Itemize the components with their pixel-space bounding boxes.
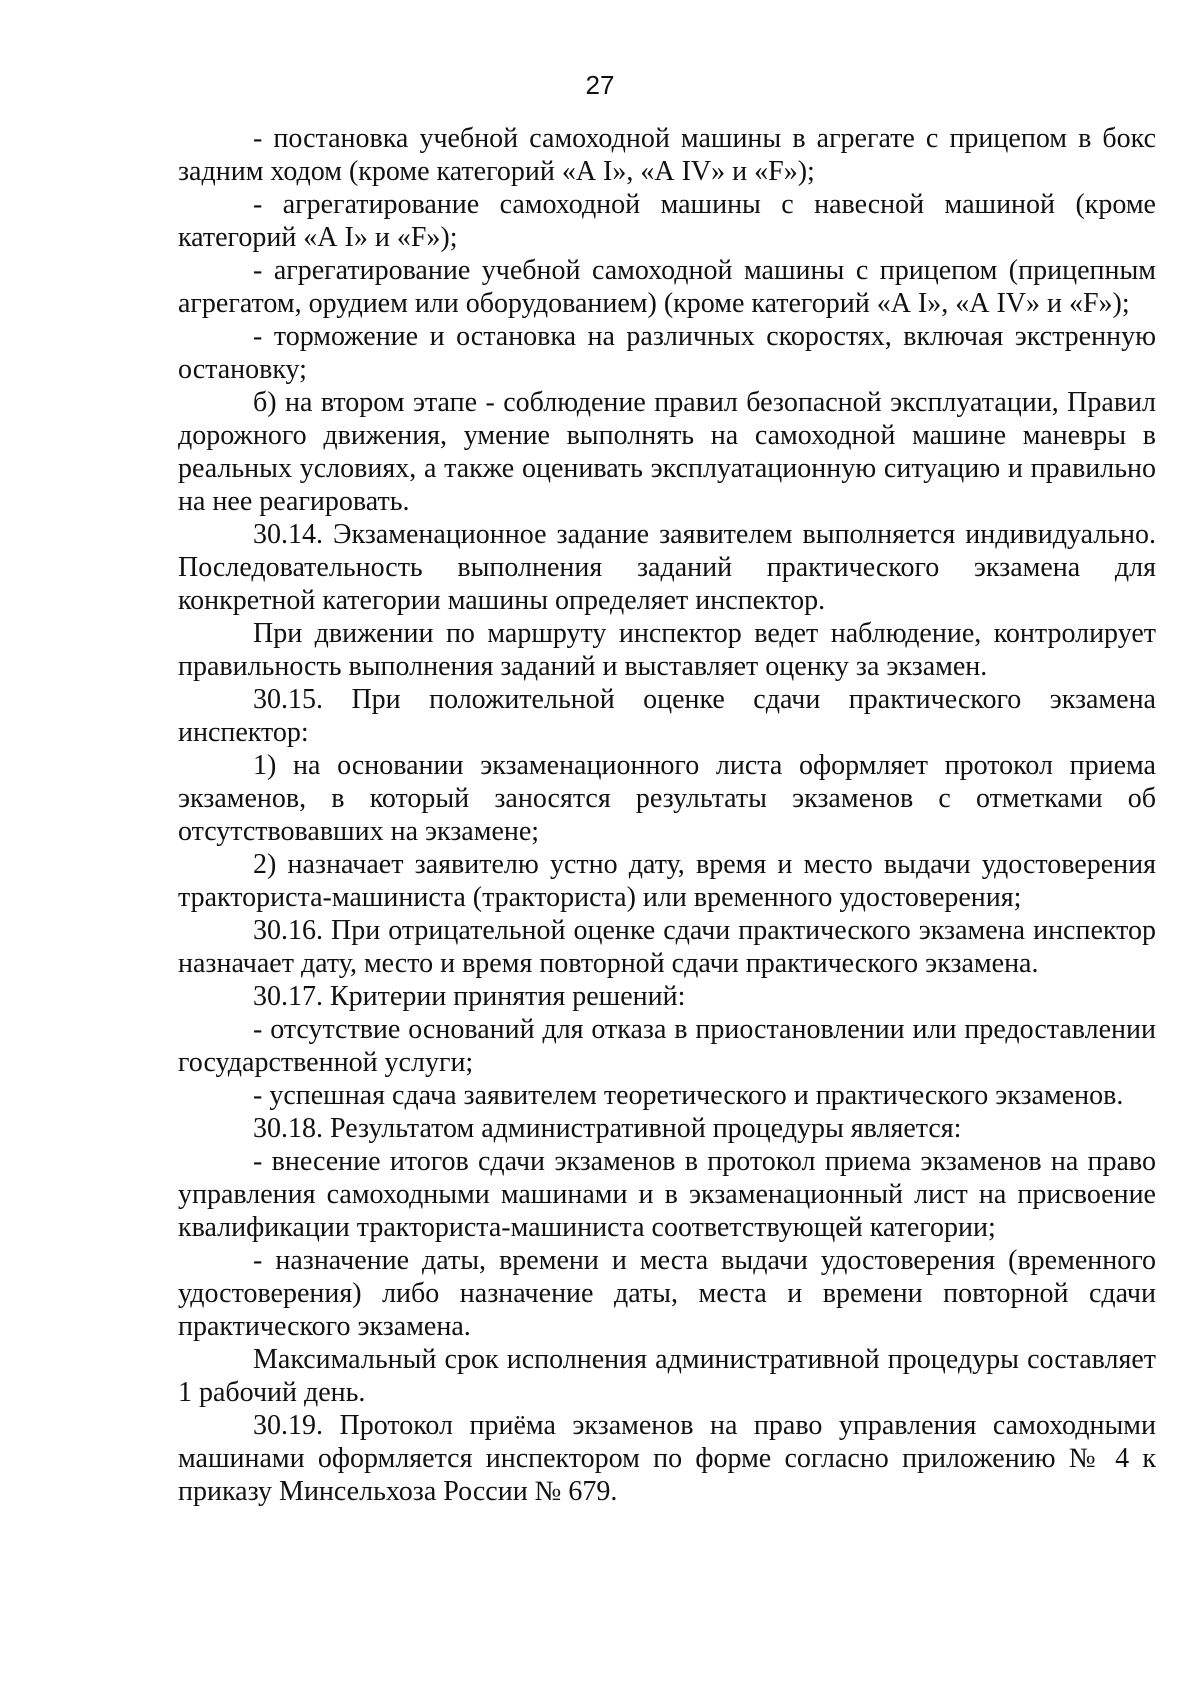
paragraph-14: - успешная сдача заявителем теоретического и практического экзаменов. [253,1080,1124,1111]
paragraph-17: - назначение даты, времени и места выдачи удостоверения (временного удостоверения) либо назначение даты, места и времени повторной сдачи практического экзамена. [178,1245,1156,1342]
paragraph-12: 30.17. Критерии принятия решений: [253,981,686,1012]
paragraph-1: - постановка учебной самоходной машины в агрегате с прицепом в бокс задним ходом (кроме категорий «А I», «А IV» и «F»); [178,123,1156,187]
paragraph-8: 30.15. При положительной оценке сдачи практического экзамена инспектор: [178,684,1156,748]
paragraph-11: 30.16. При отрицательной оценке сдачи практического экзамена инспектор назначает дату, место и время повторной сдачи практического экзамена. [178,915,1156,979]
paragraph-19: 30.19. Протокол приёма экзаменов на право управления самоходными машинами оформляется инспектором по форме согласно приложению № 4 к приказу Минсельхоза России № 679. [178,1410,1156,1507]
paragraph-6: 30.14. Экзаменационное задание заявителем выполняется индивидуально. Последовательность выполнения заданий практического экзамена для конкретной категории машины определяет инспектор. [178,519,1156,616]
paragraph-9: 1) на основании экзаменационного листа оформляет протокол приема экзаменов, в который заносятся результаты экзаменов с отметками об отсутствовавших на экзамене; [178,750,1156,847]
paragraph-10: 2) назначает заявителю устно дату, время и место выдачи удостоверения тракториста-машиниста (тракториста) или временного удостоверения; [178,849,1156,913]
paragraph-3: - агрегатирование учебной самоходной машины с прицепом (прицепным агрегатом, орудием или оборудованием) (кроме категорий «А I», «А IV» и «F»); [178,255,1156,319]
paragraph-16: - внесение итогов сдачи экзаменов в протокол приема экзаменов на право управления самоходными машинами и в экзаменационный лист на присвоение квалификации тракториста-машиниста соответствующей категории; [178,1146,1156,1243]
paragraph-4: - торможение и остановка на различных скоростях, включая экстренную остановку; [178,321,1156,385]
paragraph-13: - отсутствие оснований для отказа в приостановлении или предоставлении государственной услуги; [178,1014,1156,1078]
paragraph-15: 30.18. Результатом административной процедуры является: [253,1113,962,1144]
document-body [178,122,1156,1508]
paragraph-5: б) на втором этапе - соблюдение правил безопасной эксплуатации, Правил дорожного движения, умение выполнять на самоходной машине маневры в реальных условиях, а также оценивать эксплуатационную ситуацию и правильно на нее реагировать. [178,387,1156,517]
paragraph-18: Максимальный срок исполнения административной процедуры составляет 1 рабочий день. [178,1344,1156,1408]
page-number: 27 [585,70,615,100]
paragraph-2: - агрегатирование самоходной машины с навесной машиной (кроме категорий «А I» и «F»); [178,189,1156,253]
paragraph-7: При движении по маршруту инспектор ведет наблюдение, контролирует правильность выполнения заданий и выставляет оценку за экзамен. [178,618,1156,682]
